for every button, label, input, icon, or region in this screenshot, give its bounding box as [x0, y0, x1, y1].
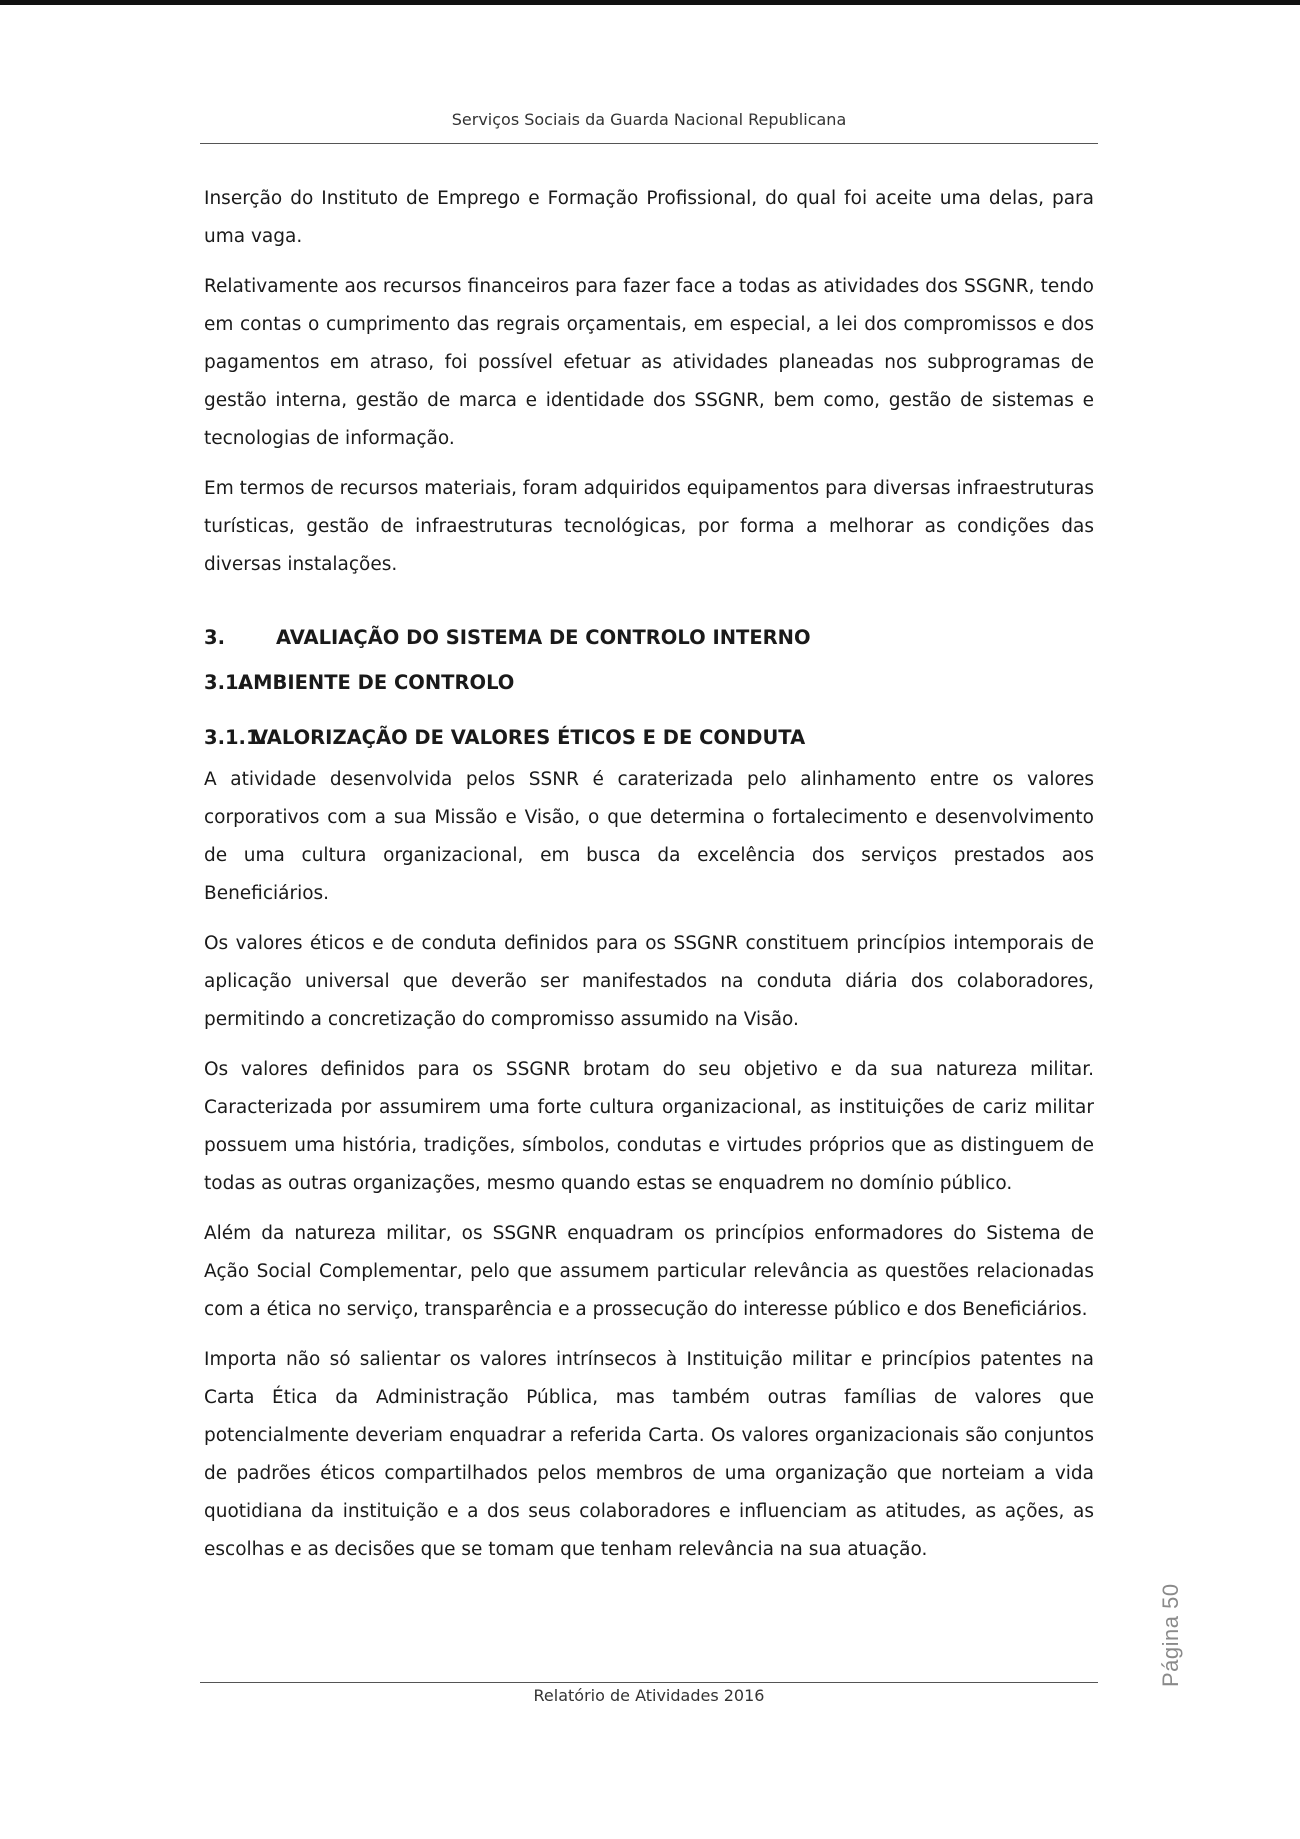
section-title: AMBIENTE DE CONTROLO [238, 671, 515, 694]
footer-rule [200, 1682, 1098, 1683]
section-title: AVALIAÇÃO DO SISTEMA DE CONTROLO INTERNO [276, 626, 811, 649]
section-heading-3 [204, 624, 1094, 652]
section-number: 3.1. [204, 671, 246, 694]
paragraph: Além da natureza militar, os SSGNR enquadram os princípios enformadores do Sistema de Ação Social Complementar, pelo que assumem particular relevância as questões relacionadas com a ética no serviço, transparência e a prossecução do interesse público e dos Beneficiários. [204, 1223, 1094, 1320]
page-footer: Relatório de Atividades 2016 [533, 1686, 765, 1705]
page-number-vertical: Página 50 [1158, 1583, 1183, 1687]
section-title: VALORIZAÇÃO DE VALORES ÉTICOS E DE CONDUTA [253, 726, 806, 749]
paragraph: Em termos de recursos materiais, foram adquiridos equipamentos para diversas infraestruturas turísticas, gestão de infraestruturas tecnológicas, por forma a melhorar as condições das diversas instalações. [204, 478, 1094, 575]
paragraph: Os valores éticos e de conduta definidos para os SSGNR constituem princípios intemporais de aplicação universal que deverão ser manifestados na conduta diária dos colaboradores, permitindo a concretização do compromisso assumido na Visão. [204, 933, 1094, 1030]
paragraph: A atividade desenvolvida pelos SSNR é caraterizada pelo alinhamento entre os valores corporativos com a sua Missão e Visão, o que determina o fortalecimento e desenvolvimento de uma cultura organizacional, em busca da excelência dos serviços prestados aos Beneficiários. [204, 769, 1094, 904]
scan-top-edge [0, 0, 1300, 5]
paragraph: Importa não só salientar os valores intrínsecos à Instituição militar e princípios patentes na Carta Ética da Administração Pública, mas também outras famílias de valores que potencialmente deveriam enquadrar a referida Carta. Os valores organizacionais são conjuntos de padrões éticos compartilhados pelos membros de uma organização que norteiam a vida quotidiana da instituição e a dos seus colaboradores e influenciam as atitudes, as ações, as escolhas e as decisões que se tomam que tenham relevância na sua atuação. [204, 1349, 1094, 1560]
paragraph: Os valores definidos para os SSGNR brotam do seu objetivo e da sua natureza militar. Caracterizada por assumirem uma forte cultura organizacional, as instituições de cariz militar possuem uma história, tradições, símbolos, condutas e virtudes próprios que as distinguem de todas as outras organizações, mesmo quando estas se enquadrem no domínio público. [204, 1059, 1094, 1194]
header-rule [200, 143, 1098, 144]
section-number: 3.1.1. [204, 726, 267, 749]
section-heading-3-1 [204, 669, 1094, 697]
section-heading-3-1-1 [204, 724, 1094, 752]
paragraph: Inserção do Instituto de Emprego e Formação Profissional, do qual foi aceite uma delas, para uma vaga. [204, 188, 1094, 247]
paragraph: Relativamente aos recursos financeiros para fazer face a todas as atividades dos SSGNR, tendo em contas o cumprimento das regrais orçamentais, em especial, a lei dos compromissos e dos pagamentos em atraso, foi possível efetuar as atividades planeadas nos subprogramas de gestão interna, gestão de marca e identidade dos SSGNR, bem como, gestão de sistemas e tecnologias de informação. [204, 276, 1094, 449]
document-body [204, 180, 1094, 1581]
section-number: 3. [204, 626, 225, 649]
page-header: Serviços Sociais da Guarda Nacional Republicana [451, 110, 847, 129]
